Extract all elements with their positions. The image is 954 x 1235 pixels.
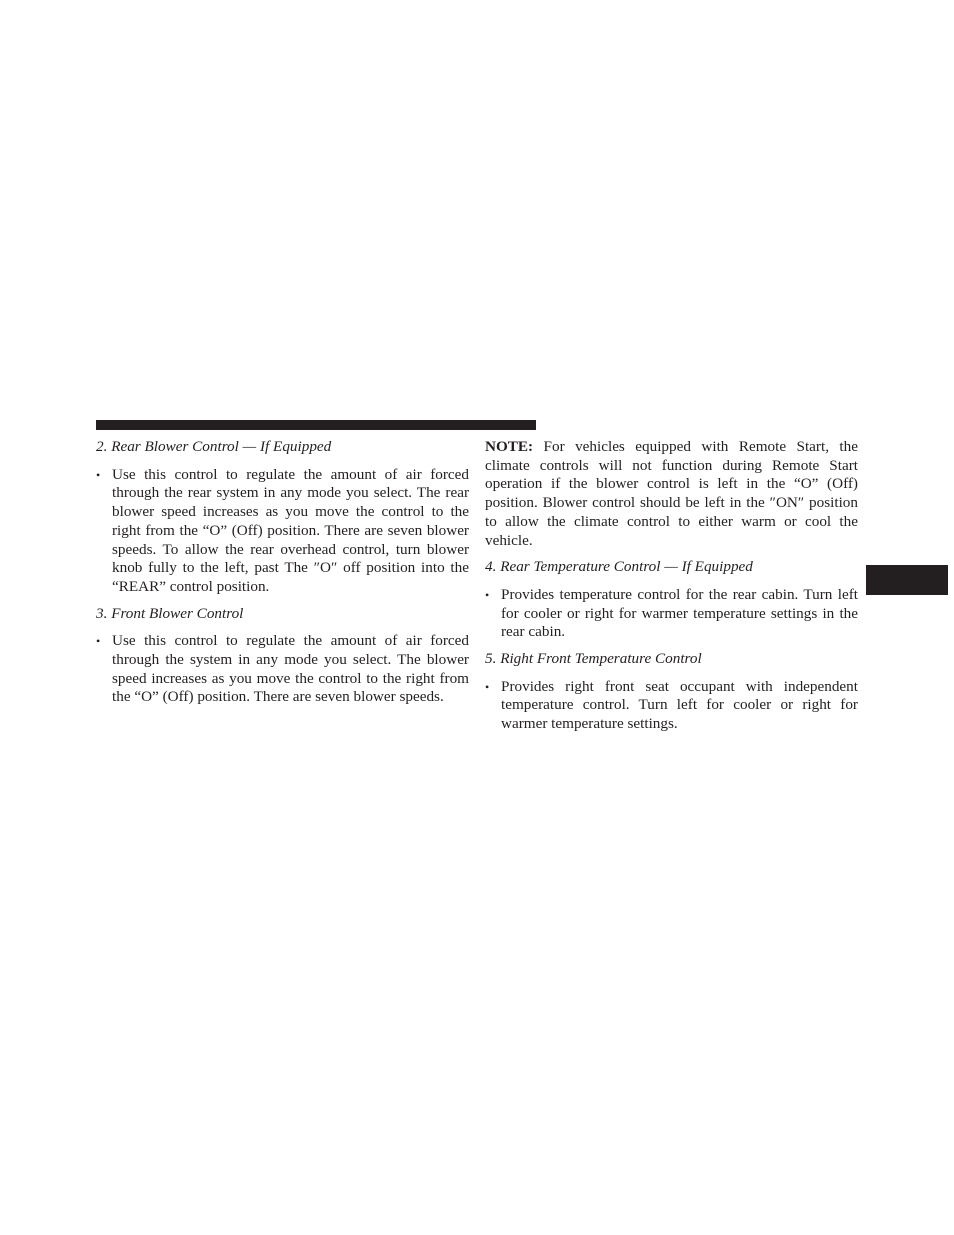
bullet-text: Provides temperature control for the rear cabin. Turn left for cooler or right for warmer temperature settings in the rear cabin. [501,585,858,641]
right-column [485,438,858,742]
bullet-rear-blower-control [96,466,469,597]
left-column [96,438,469,715]
bullet-dot: • [485,587,490,602]
bullet-front-blower-control [96,632,469,707]
heading-rear-blower-control: 2. Rear Blower Control — If Equipped [96,438,332,455]
bullet-dot: • [485,679,490,694]
bullet-text: Use this control to regulate the amount of air forced through the system in any mode you select. The blower speed increases as you move the control to the right from the “O” (Off) position. There are seven blower speeds. [112,632,469,706]
top-rule [96,420,536,430]
note-text: For vehicles equipped with Remote Start, the climate controls will not function during Remote Start operation if the blower control is left in the “O” (Off) position. Blower control should be left in the ″ON″ position to allow the climate control to either warm or cool the vehicle. [485,438,858,549]
bullet-text: Provides right front seat occupant with independent temperature control. Turn left for cooler or right for warmer temperature settings. [501,677,858,733]
chapter-tab [866,565,948,595]
bullet-text: Use this control to regulate the amount of air forced through the rear system in any mode you select. The rear blower speed increases as you move the control to the right from the “O” (Off) position. There are seven blower speeds. To allow the rear overhead control, turn blower knob fully to the left, past The ″O″ off position into the “REAR” control position. [112,465,469,595]
heading-rear-temperature-control: 4. Rear Temperature Control — If Equipped [485,558,753,576]
bullet-dot: • [96,467,101,482]
bullet-right-front-temperature-control [485,678,858,734]
note-paragraph [485,438,858,550]
heading-front-blower-control: 3. Front Blower Control [96,604,244,622]
note-label: NOTE: [485,438,534,455]
bullet-rear-temperature-control [485,586,858,642]
heading-right-front-temperature-control: 5. Right Front Temperature Control [485,650,702,668]
bullet-dot: • [96,634,101,649]
